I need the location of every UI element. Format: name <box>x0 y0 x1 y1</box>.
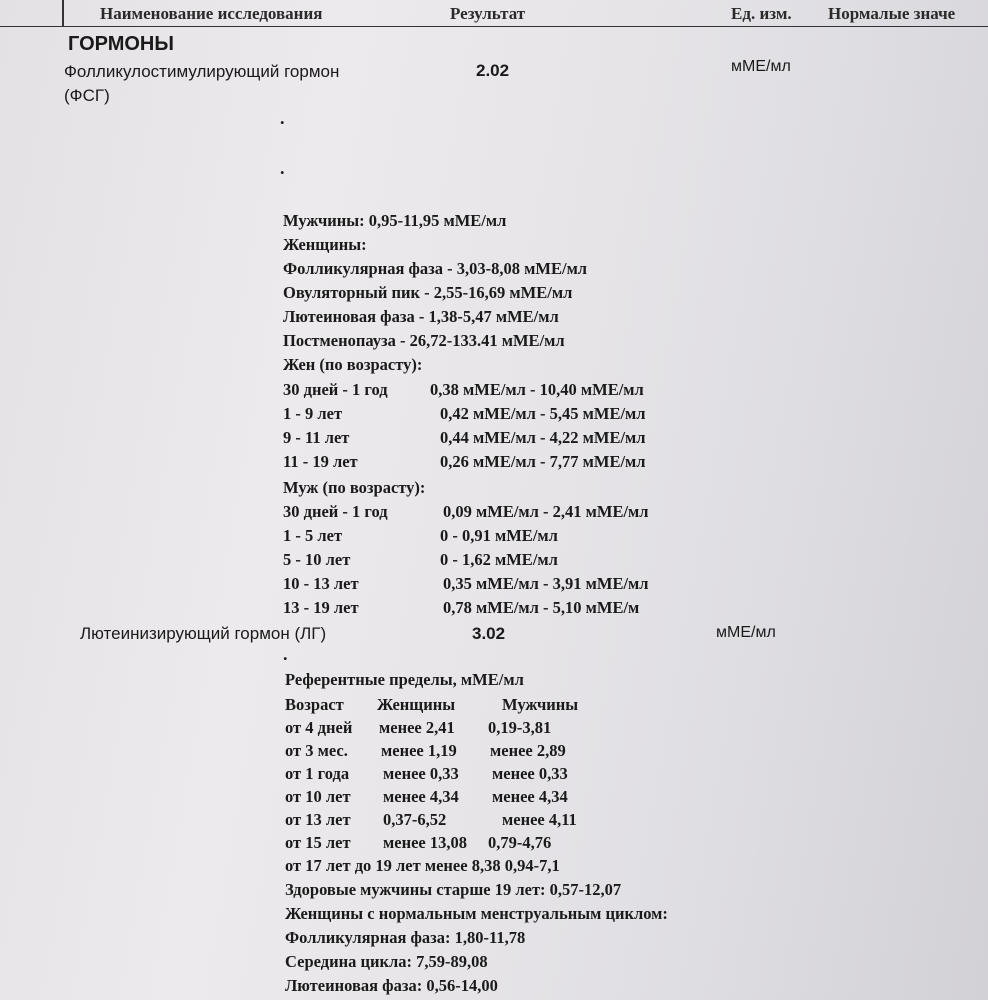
header-divider <box>62 0 64 26</box>
fsh-name-line1: Фолликулостимулирующий гормон <box>64 62 340 81</box>
age-range: 0,09 мМЕ/мл - 2,41 мМЕ/мл <box>443 502 649 521</box>
col-women: Женщины <box>377 695 456 714</box>
fsh-dot-1: . <box>280 108 285 128</box>
header-unit: Ед. изм. <box>731 4 792 23</box>
age-label: 30 дней - 1 год <box>283 502 388 521</box>
fsh-ref-ovulatory: Овуляторный пик - 2,55-16,69 мМЕ/мл <box>283 283 573 302</box>
age-range: 0 - 1,62 мМЕ/мл <box>440 550 558 569</box>
age-label: 1 - 9 лет <box>283 404 343 423</box>
fsh-women-age-title: Жен (по возрасту): <box>283 355 423 374</box>
age-range: 0,44 мМЕ/мл - 4,22 мМЕ/мл <box>440 428 646 447</box>
age-label: 10 - 13 лет <box>283 574 359 593</box>
lh-age: от 13 лет <box>285 810 351 829</box>
lh-women: менее 4,34 <box>383 787 459 806</box>
lh-result: 3.02 <box>472 624 506 643</box>
lh-age: от 3 мес. <box>285 741 348 760</box>
lh-women: менее 13,08 <box>383 833 467 852</box>
lh-age: от 1 года <box>285 764 350 783</box>
lh-women: менее 1,19 <box>381 741 457 760</box>
lh-ref-notes <box>285 854 668 998</box>
fsh-name-line2: (ФСГ) <box>64 86 110 105</box>
lh-age: от 4 дней <box>285 718 353 737</box>
fsh-ref-postmeno: Постменопауза - 26,72-133.41 мМЕ/мл <box>283 331 565 350</box>
age-range: 0,42 мМЕ/мл - 5,45 мМЕ/мл <box>440 404 646 423</box>
lh-row-17-19: от 17 лет до 19 лет менее 8,38 0,94-7,1 <box>285 856 560 875</box>
lh-unit: мМЕ/мл <box>716 624 776 641</box>
age-range: 0,35 мМЕ/мл - 3,91 мМЕ/мл <box>443 574 649 593</box>
lh-men: менее 2,89 <box>490 741 566 760</box>
lh-ref-title: Референтные пределы, мМЕ/мл <box>285 670 524 689</box>
fsh-result: 2.02 <box>476 61 510 80</box>
lh-age: от 15 лет <box>285 833 351 852</box>
lh-follicular: Фолликулярная фаза: 1,80-11,78 <box>285 928 526 947</box>
age-label: 9 - 11 лет <box>283 428 350 447</box>
lh-test-name: Лютеинизирующий гормон (ЛГ) <box>80 624 327 643</box>
fsh-test-name <box>64 60 339 108</box>
lh-men: менее 4,11 <box>502 810 577 829</box>
lh-age: от 10 лет <box>285 787 351 806</box>
fsh-unit: мМЕ/мл <box>731 58 791 75</box>
age-label: 30 дней - 1 год <box>283 380 388 399</box>
age-range: 0,78 мМЕ/мл - 5,10 мМЕ/м <box>443 598 640 617</box>
fsh-ref-follicular: Фолликулярная фаза - 3,03-8,08 мМЕ/мл <box>283 259 588 278</box>
header-test-name: Наименование исследования <box>100 4 323 23</box>
section-title: ГОРМОНЫ <box>68 33 174 55</box>
fsh-ref-luteal: Лютеиновая фаза - 1,38-5,47 мМЕ/мл <box>283 307 559 326</box>
lh-women: менее 2,41 <box>379 718 455 737</box>
age-label: 11 - 19 лет <box>283 452 358 471</box>
lh-men: менее 0,33 <box>492 764 568 783</box>
lh-women: 0,37-6,52 <box>383 810 447 829</box>
lh-women: менее 0,33 <box>383 764 459 783</box>
age-range: 0 - 0,91 мМЕ/мл <box>440 526 558 545</box>
lh-dot: . <box>283 644 288 664</box>
lh-mid-cycle: Середина цикла: 7,59-89,08 <box>285 952 488 971</box>
age-label: 13 - 19 лет <box>283 598 359 617</box>
col-age: Возраст <box>285 695 344 714</box>
age-label: 1 - 5 лет <box>283 526 343 545</box>
lh-men: 0,19-3,81 <box>488 718 552 737</box>
fsh-ref-women: Женщины: <box>283 235 367 254</box>
lh-men: менее 4,34 <box>492 787 568 806</box>
age-range: 0,38 мМЕ/мл - 10,40 мМЕ/мл <box>430 380 644 399</box>
header-normal-values: Нормалые значе <box>828 4 956 23</box>
header-result: Результат <box>450 4 526 23</box>
col-men: Мужчины <box>502 695 579 714</box>
fsh-men-age-title: Муж (по возрасту): <box>283 478 426 497</box>
lh-healthy-men: Здоровые мужчины старше 19 лет: 0,57-12,07 <box>285 880 622 899</box>
age-label: 5 - 10 лет <box>283 550 351 569</box>
lh-luteal: Лютеиновая фаза: 0,56-14,00 <box>285 976 498 995</box>
age-range: 0,26 мМЕ/мл - 7,77 мМЕ/мл <box>440 452 646 471</box>
table-header <box>0 0 988 27</box>
lh-men: 0,79-4,76 <box>488 833 552 852</box>
fsh-ref-men: Мужчины: 0,95-11,95 мМЕ/мл <box>283 211 507 230</box>
fsh-reference <box>283 209 587 377</box>
lh-women-normal: Женщины с нормальным менструальным циклом: <box>285 904 668 923</box>
fsh-dot-2: . <box>280 158 285 178</box>
